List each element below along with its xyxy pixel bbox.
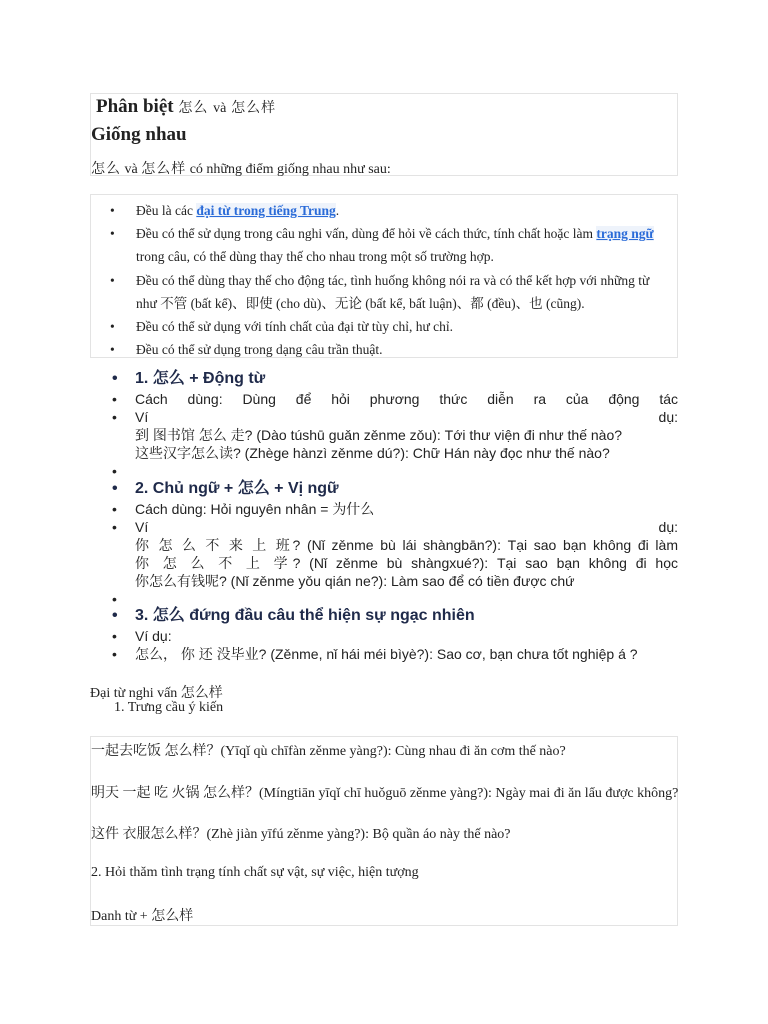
usage1-how: • Cách dùng: Dùng để hỏi phương thức diễn ra của động tác [110, 390, 678, 408]
pronoun-link[interactable]: đại từ trong tiếng Trung [196, 203, 336, 218]
example-text: 你 怎 么 不 来 上 班? (Nǐ zěnme bù lái shàngbān?): Tại sao bạn không đi làm [135, 537, 678, 553]
section2-sub1: 1. Trưng cầu ý kiến [114, 700, 224, 715]
example-text: 你 怎 么 不 上 学? (Nǐ zěnme bù shàngxué?): Tại sao bạn không đi học [135, 555, 678, 571]
title-and: và [213, 101, 227, 116]
section2-sub2: 2. Hỏi thăm tình trạng tính chất sự vật, sự việc, hiện tượng [91, 865, 419, 880]
usage1-heading: • 1. 怎么 + Động từ [110, 368, 678, 390]
example-label-end: dụ: [658, 409, 678, 425]
usage2-heading: • 2. Chủ ngữ + 怎么 + Vị ngữ [110, 478, 678, 500]
list-item-text: trong câu, có thể dùng thay thế cho nhau trong một số trường hợp. [136, 249, 494, 265]
section2-example-1: 一起去吃饭 怎么样？(Yīqǐ qù chīfàn zěnme yàng?): Cùng nhau đi ăn cơm thế nào? [91, 744, 566, 759]
section2-example-2: 明天 一起 吃 火锅 怎么样？(Míngtiān yīqǐ chī huǒguō zěnme yàng?): Ngày mai đi ăn lẩu được không? [91, 786, 679, 801]
intro-word2: 怎么样 [141, 162, 187, 177]
usage1-list [110, 368, 678, 480]
usage2-example-2 [110, 554, 678, 572]
page-title [96, 96, 276, 118]
list-item-text: Đều là các [136, 203, 193, 218]
adverbial-link[interactable]: trạng ngữ [596, 226, 654, 242]
usage3-example-label: • Ví dụ: [110, 627, 678, 645]
intro-paragraph [91, 158, 391, 178]
section2-formula: Danh từ + 怎么样 [91, 909, 194, 924]
list-item: • Đều có thể sử dụng với tính chất của đại từ tùy chỉ, hư chỉ. [110, 315, 670, 338]
similarities-list [110, 199, 670, 361]
example-text: 到 图书馆 怎么 走? (Dào túshū guǎn zěnme zǒu): Tới thư viện đi như thế nào? [135, 427, 623, 443]
example-label: Ví [135, 409, 149, 425]
list-item [110, 222, 670, 268]
usage2-example-label [110, 518, 678, 536]
list-item [110, 199, 670, 222]
usage3-example-1: • 怎么， 你 还 没毕业? (Zěnme, nǐ hái méi bìyè?): Sao cơ, bạn chưa tốt nghiệp á ? [110, 645, 678, 663]
title-word1: 怎么 [178, 101, 209, 116]
usage1-example-2 [110, 444, 678, 462]
title-text: Phân biệt [96, 96, 174, 117]
intro-text: có những điểm giống nhau như sau: [189, 162, 391, 177]
section-heading-similar: Giống nhau [91, 124, 187, 145]
intro-and: và [124, 162, 138, 177]
section2-example-3: 这件 衣服怎么样？(Zhè jiàn yīfú zěnme yàng?): Bộ quần áo này thế nào? [91, 827, 511, 842]
usage3-list [110, 605, 678, 663]
usage2-list [110, 478, 678, 608]
example-label: Ví [135, 519, 149, 535]
list-item: • Đều có thể dùng thay thế cho động tác, tình huống không nói ra và có thể kết hợp với những từ như 不管 (bất kể)、即使 (cho dù)、无论 (bất kể, bất luận)、都 (đều)、也 (cũng). [110, 269, 670, 315]
list-item-text: Đều có thể sử dụng trong câu nghi vấn, dùng để hỏi về cách thức, tính chất hoặc làm [136, 226, 594, 242]
usage3-heading: • 3. 怎么 đứng đầu câu thể hiện sự ngạc nhiên [110, 605, 678, 627]
usage1-example-label [110, 408, 678, 426]
list-item: • Đều có thể sử dụng trong dạng câu trần thuật. [110, 338, 670, 361]
usage2-example-1 [110, 536, 678, 554]
intro-word1: 怎么 [91, 162, 121, 177]
example-text: 你怎么有钱呢? (Nǐ zěnme yǒu qián ne?): Làm sao để có tiền được chứ [135, 573, 575, 589]
example-label-end: dụ: [658, 519, 678, 535]
section2-title: Đại từ nghi vấn 怎么样 [90, 686, 223, 701]
example-text: 这些汉字怎么读? (Zhège hànzì zěnme dú?): Chữ Hán này đọc như thế nào? [135, 445, 610, 461]
usage1-example-1 [110, 426, 678, 444]
usage2-how: • Cách dùng: Hỏi nguyên nhân = 为什么 [110, 500, 678, 518]
usage2-example-3 [110, 572, 678, 590]
title-word2: 怎么样 [231, 101, 277, 116]
list-item-text: . [335, 203, 340, 218]
